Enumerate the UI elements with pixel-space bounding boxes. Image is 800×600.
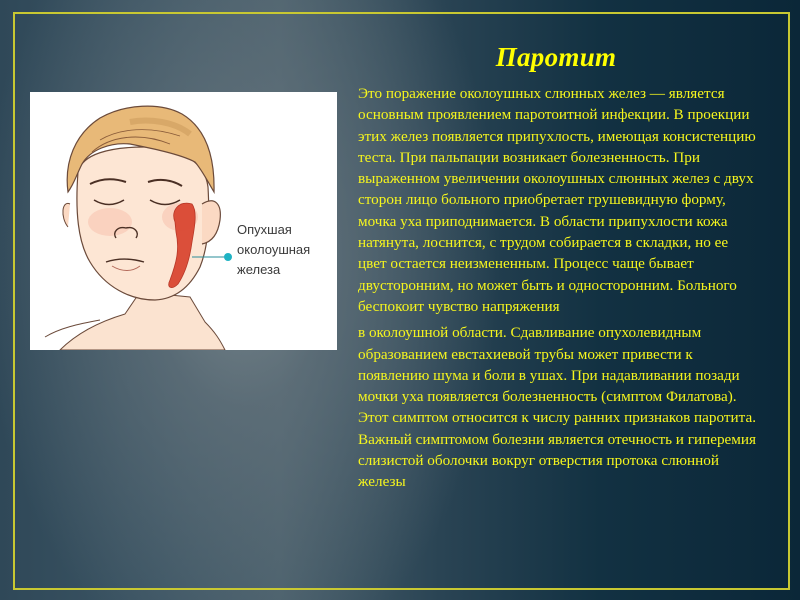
label-line-1: Опухшая	[237, 222, 292, 237]
paragraph-2: в околоушной области. Сдавливание опухолевидным образованием евстахиевой трубы может привести к появлению шума и боли в ушах. При надавливании позади мочки уха появляется болезненность (симптом Филатова). Этот симптом относится к числу ранних признаков паротита. Важный симптомом болезни является отечность и гиперемия слизистой оболочки вокруг отверстия протока слюнной железы	[358, 324, 757, 491]
label-line-3: железа	[237, 262, 281, 277]
slide-body	[358, 83, 760, 493]
label-line-2: околоушная	[237, 242, 311, 257]
slide-title: Паротит	[495, 42, 617, 72]
paragraph-1: Это поражение околоушных слюнных желез — является основным проявлением паротоитной инфекции. В проекции этих желез появляется припухлость, имеющая консистенцию теста. При пальпации возникает болезненность. При выраженном увеличении околоушных слюнных желез с двух сторон лицо больного приобретает грушевидную форму, мочка уха приподнимается. В области припухлости кожа натянута, лоснится, с трудом собирается в складки, но ее цвет остается неизмененным. Процесс чаще бывает двусторонним, но может быть и односторонним. Больного беспокоит чувство напряжения	[358, 85, 756, 315]
swollen-gland-label	[237, 220, 310, 280]
parotitis-illustration	[30, 92, 337, 350]
